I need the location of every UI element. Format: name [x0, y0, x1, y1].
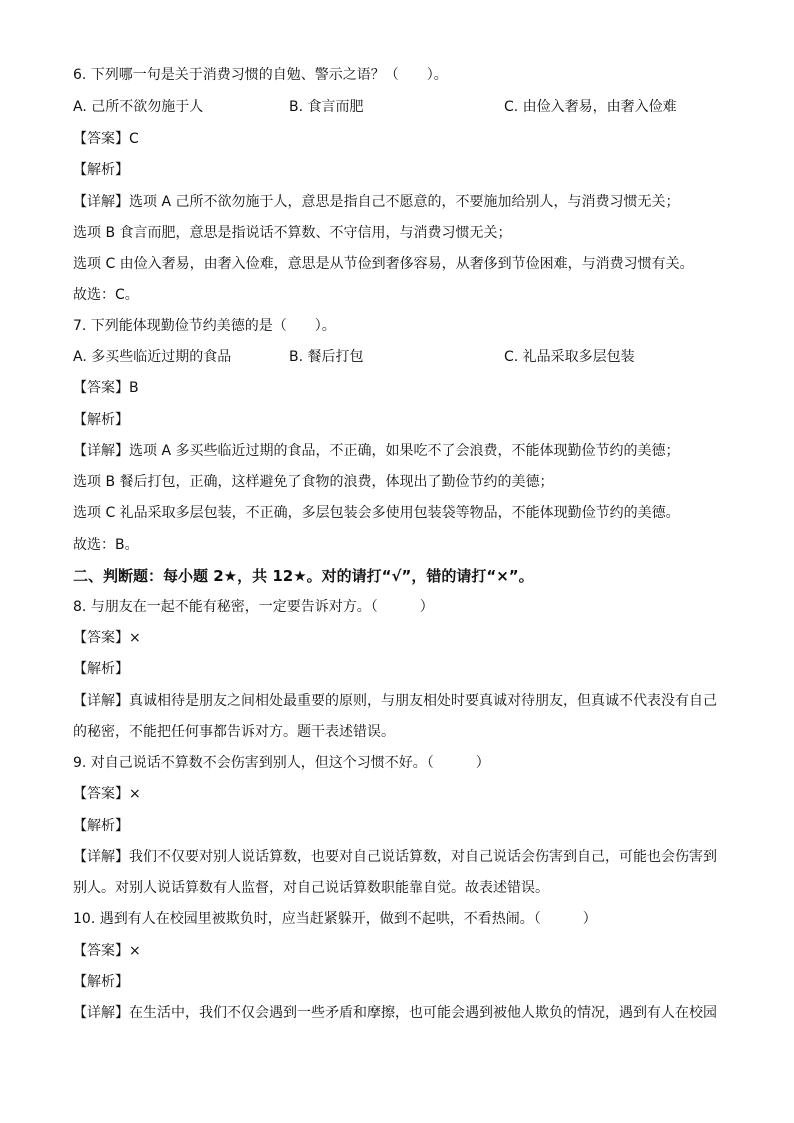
q6-question: 6. 下列哪一句是关于消费习惯的自勉、警示之语？（ ）。: [73, 67, 448, 83]
q6-option-a: A. 己所不欲勿施于人: [73, 99, 204, 115]
q6-detail-1: 【详解】选项 A 己所不欲勿施于人，意思是指自己不愿意的，不要施加给别人，与消费习惯无关；: [73, 194, 680, 210]
q9-answer: 【答案】×: [73, 786, 141, 802]
q7-option-b: B. 餐后打包: [289, 349, 364, 365]
q7-analysis: 【解析】: [73, 412, 129, 428]
q9-detail-2: 别人。对别人说话算数有人监督，对自己说话算数职能靠自觉。故表述错误。: [73, 880, 549, 896]
q7-detail-3: 选项 C 礼品采取多层包装，不正确，多层包装会多使用包装袋等物品，不能体现勤俭节约的美德。: [73, 505, 680, 521]
q6-detail-2: 选项 B 食言而肥，意思是指说话不算数、不守信用，与消费习惯无关；: [73, 225, 512, 241]
q6-answer: 【答案】C: [73, 131, 139, 147]
q6-detail-3: 选项 C 由俭入奢易，由奢入俭难，意思是从节俭到奢侈容易，从奢侈到节俭困难，与消费习惯有关。: [73, 256, 694, 272]
q10-detail-1: 【详解】在生活中，我们不仅会遇到一些矛盾和摩擦，也可能会遇到被他人欺负的情况，遇到有人在校园: [73, 1005, 717, 1021]
q8-analysis: 【解析】: [73, 661, 129, 677]
section-heading-judgment: 二、判断题：每小题 2★，共 12★。对的请打“√”，错的请打“×”。: [73, 567, 534, 585]
q8-detail-2: 的秘密，不能把任何事都告诉对方。题干表述错误。: [73, 724, 395, 740]
q7-detail-2: 选项 B 餐后打包，正确，这样避免了食物的浪费，体现出了勤俭节约的美德；: [73, 474, 554, 490]
q7-option-c: C. 礼品采取多层包装: [504, 349, 635, 365]
q9-analysis: 【解析】: [73, 818, 129, 834]
q6-conclusion: 故选：C。: [73, 287, 139, 303]
q6-option-c: C. 由俭入奢易，由奢入俭难: [504, 99, 677, 115]
q6-option-b: B. 食言而肥: [289, 99, 364, 115]
q7-answer: 【答案】B: [73, 380, 139, 396]
q9-question: 9. 对自己说话不算数不会伤害到别人，但这个习惯不好。（ ）: [73, 755, 490, 771]
q7-question: 7. 下列能体现勤俭节约美德的是（ ）。: [73, 318, 336, 334]
q10-question: 10. 遇到有人在校园里被欺负时，应当赶紧躲开，做到不起哄，不看热闹。（ ）: [73, 911, 597, 927]
q10-answer: 【答案】×: [73, 943, 141, 959]
q8-question: 8. 与朋友在一起不能有秘密，一定要告诉对方。（ ）: [73, 599, 434, 615]
q7-conclusion: 故选：B。: [73, 537, 139, 553]
q9-detail-1: 【详解】我们不仅要对别人说话算数，也要对自己说话算数，对自己说话会伤害到自己，可能也会伤害到: [73, 849, 717, 865]
q6-analysis: 【解析】: [73, 162, 129, 178]
q10-analysis: 【解析】: [73, 974, 129, 990]
q8-answer: 【答案】×: [73, 630, 141, 646]
q8-detail-1: 【详解】真诚相待是朋友之间相处最重要的原则，与朋友相处时要真诚对待朋友，但真诚不代表没有自己: [73, 693, 717, 709]
q7-option-a: A. 多买些临近过期的食品: [73, 349, 232, 365]
q7-detail-1: 【详解】选项 A 多买些临近过期的食品，不正确，如果吃不了会浪费，不能体现勤俭节约的美德；: [73, 443, 680, 459]
